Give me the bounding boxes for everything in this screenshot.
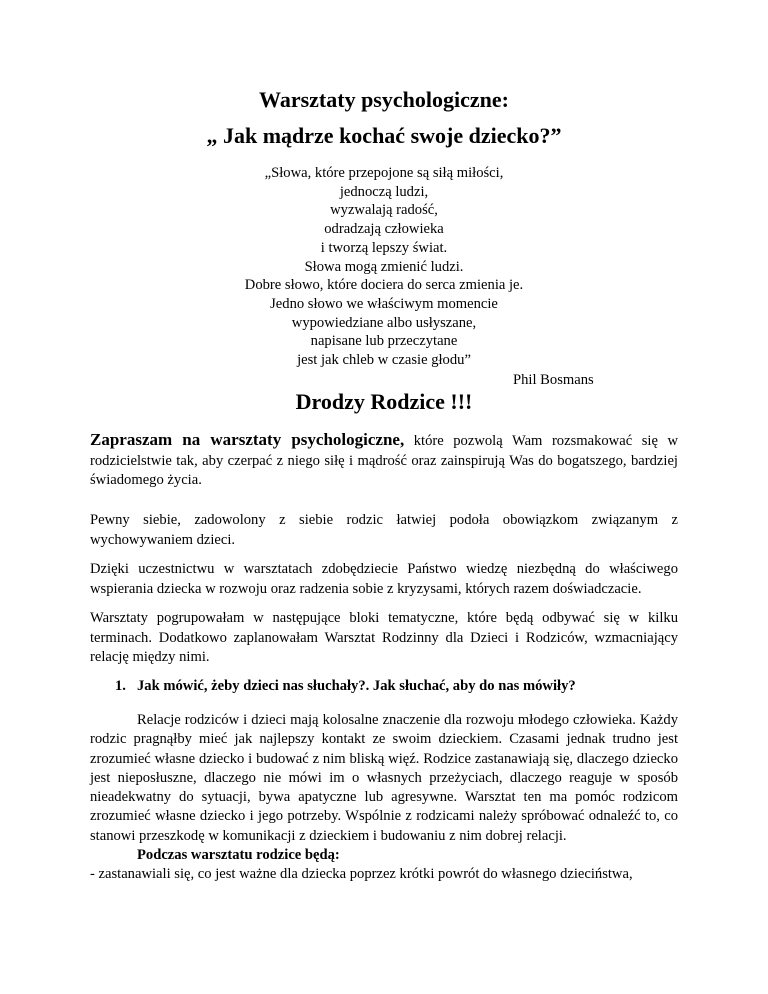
during-workshop-heading: Podczas warsztatu rodzice będą: xyxy=(137,847,340,863)
poem-line: i tworzą lepszy świat. xyxy=(320,239,448,256)
poem-quote xyxy=(0,164,768,370)
document-title: Warsztaty psychologiczne: xyxy=(259,87,509,112)
poem-line: Dobre słowo, które dociera do serca zmienia je. xyxy=(244,277,524,294)
poem-line: jednoczą ludzi, xyxy=(339,183,429,200)
poem-line: wypowiedziane albo usłyszane, xyxy=(291,314,477,331)
poem-line: wyzwalają radość, xyxy=(330,202,438,219)
list-item-title: Jak mówić, żeby dzieci nas słuchały?. Jak słuchać, aby do nas mówiły? xyxy=(137,678,576,694)
list-item-heading xyxy=(115,677,576,695)
poem-author: Phil Bosmans xyxy=(513,372,594,388)
document-subtitle: „ Jak mądrze kochać swoje dziecko?” xyxy=(206,123,562,148)
intro-lead: Zapraszam na warsztaty psychologiczne, xyxy=(90,430,405,449)
poem-line: Słowa mogą zmienić ludzi. xyxy=(304,258,464,275)
poem-line: Jedno słowo we właściwym momencie xyxy=(270,295,498,312)
intro-rest: które pozwolą Wam rozsmakować się w rodzicielstwie tak, aby czerpać z niego siłę i mądrość oraz zainspirują Was do bogatszego, bardziej świadomego życia. xyxy=(90,433,679,488)
poem-line: „Słowa, które przepojone są siłą miłości, xyxy=(264,165,504,181)
greeting-heading: Drodzy Rodzice !!! xyxy=(295,389,473,414)
poem-line: napisane lub przeczytane xyxy=(310,333,458,350)
paragraph-confident-parent: Pewny siebie, zadowolony z siebie rodzic łatwiej podoła obowiązkom związanym z wychowywaniem dzieci. xyxy=(90,512,678,548)
list-item-body: Relacje rodziców i dzieci mają kolosalne znaczenie dla rozwoju młodego człowieka. Każdy rodzic pragnąłby mieć jak najlepszy kontakt ze swoim dzieckiem. Czasami jednak trudno jest zrozumieć własne dziecko i budować z nim bliską więź. Rodzice zastanawiają się, dlaczego dziecko jest nieposłuszne, dlaczego nie mówi im o własnych przeżyciach, dlaczego reaguje w sposób nieadekwatny do sytuacji, bywa apatyczne lub agresywne. Warsztat ten ma pomóc rodzicom zrozumieć własne dziecko i jego potrzeby. Wspólnie z rodzicami należy spróbować odnaleźć to, co stanowi przeszkodę w komunikacji z dzieckiem i budowaniu z nim dobrej relacji. xyxy=(90,712,678,844)
paragraph-benefits: Dzięki uczestnictwu w warsztatach zdobędziecie Państwo wiedzę niezbędną do właściwego wspierania dziecka w rozwoju oraz radzenia sobie z kryzysami, których razem doświadczacie. xyxy=(90,561,678,597)
paragraph-workshop-blocks: Warsztaty pogrupowałam w następujące bloki tematyczne, które będą odbywać się w kilku terminach. Dodatkowo zaplanowałam Warsztat Rodzinny dla Dzieci i Rodziców, wzmacniający relację między nimi. xyxy=(90,610,678,665)
poem-line: jest jak chleb w czasie głodu” xyxy=(297,352,471,369)
intro-paragraph xyxy=(90,430,678,491)
bullet-item: - zastanawiali się, co jest ważne dla dziecka poprzez krótki powrót do własnego dzieciństwa, xyxy=(90,866,633,882)
list-item-number: 1. xyxy=(115,678,126,694)
poem-line: odradzają człowieka xyxy=(324,221,444,238)
